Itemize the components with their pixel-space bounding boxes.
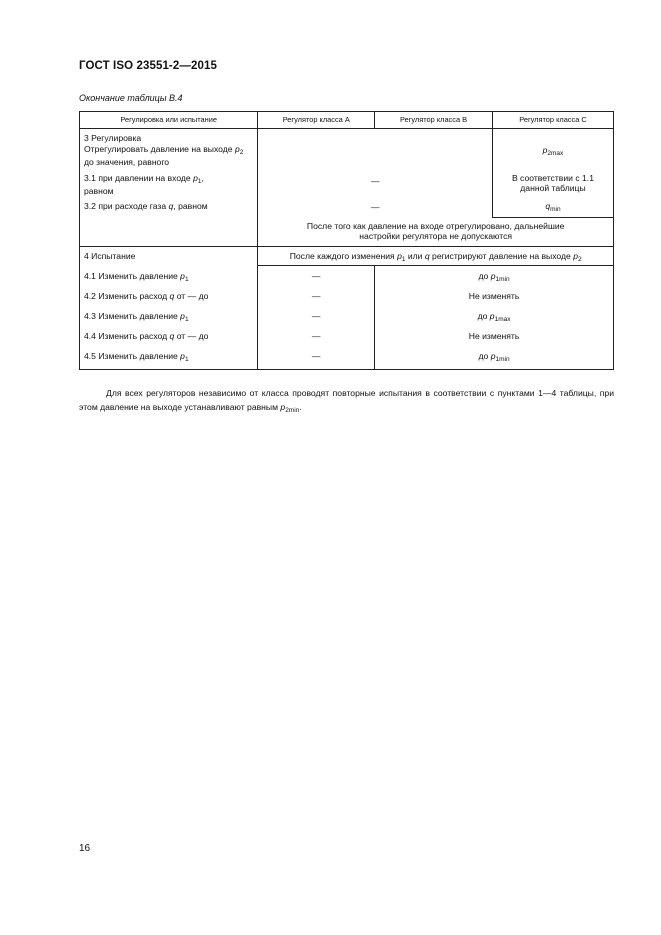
row-4-3-label: 4.3 Изменить давление $p_1$ bbox=[80, 306, 258, 326]
row-4-5-class-a: — bbox=[258, 346, 375, 370]
row-4-4-class-bc: Не изменять bbox=[375, 326, 614, 346]
table-row bbox=[80, 247, 614, 266]
table-row bbox=[80, 286, 614, 306]
row-4-3-class-a: — bbox=[258, 306, 375, 326]
table-header-row bbox=[80, 112, 614, 129]
row-4-3-class-bc: до $p_{1max}$ bbox=[375, 306, 614, 326]
row-3-1-class-c: В соответствии с 1.1 данной таблицы bbox=[492, 168, 613, 197]
row-4-1-label: 4.1 Изменить давление $p_1$ bbox=[80, 266, 258, 286]
row-3-1-label: 3.1 при давлении на входе $p_1$, равном bbox=[80, 168, 258, 197]
row-4-2-class-bc: Не изменять bbox=[375, 286, 614, 306]
table-row bbox=[80, 346, 614, 370]
column-header-class-b: Регулятор класса В bbox=[375, 112, 493, 129]
row-4-2-label: 4.2 Изменить расход q от — до bbox=[80, 286, 258, 306]
row-3-1-ab-dash: — bbox=[370, 175, 380, 186]
section3-title: 3 Регулировка bbox=[84, 133, 142, 143]
row-4-5-label: 4.5 Изменить давление $p_1$ bbox=[80, 346, 258, 370]
table-row bbox=[80, 266, 614, 286]
section3-ab-cell bbox=[258, 129, 493, 218]
column-header-adjustment: Регулировка или испытание bbox=[80, 112, 258, 129]
section3-title-cell bbox=[80, 129, 258, 168]
footnote-paragraph: Для всех регуляторов независимо от класса проводят повторные испытания в соответствии с пунктами 1—4 таблицы, при этом давление на выходе устанавливают равным $p_{2min}$. bbox=[79, 388, 614, 414]
table-caption: Окончание таблицы В.4 bbox=[79, 93, 183, 103]
row-4-5-class-bc: до $p_{1min}$ bbox=[375, 346, 614, 370]
section3-c-value: $p_{2max}$ bbox=[492, 129, 613, 168]
table-row bbox=[80, 306, 614, 326]
section3-description: Отрегулировать давление на выходе $p_2$ до значения, равного bbox=[84, 143, 244, 167]
row-3-2-ab-dash: — bbox=[370, 201, 380, 212]
page-number: 16 bbox=[79, 843, 91, 854]
column-header-class-a: Регулятор класса А bbox=[258, 112, 375, 129]
section4-title: 4 Испытание bbox=[80, 247, 258, 266]
row-4-1-class-a: — bbox=[258, 266, 375, 286]
table-row bbox=[80, 129, 614, 168]
column-header-class-c: Регулятор класса С bbox=[492, 112, 613, 129]
regulator-test-table bbox=[79, 111, 614, 370]
table-row bbox=[80, 326, 614, 346]
row-4-2-class-a: — bbox=[258, 286, 375, 306]
row-3-2-label: 3.2 при расходе газа q, равном bbox=[80, 196, 258, 217]
section3-note: После того как давление на входе отрегулировано, дальнейшие настройки регулятора не допускаются bbox=[258, 217, 614, 246]
row-4-4-class-a: — bbox=[258, 326, 375, 346]
document-code-header: ГОСТ ISO 23551-2—2015 bbox=[79, 60, 217, 72]
row-3-2-class-c: $q_{min}$ bbox=[492, 196, 613, 217]
table-row bbox=[80, 217, 614, 246]
row-4-4-label: 4.4 Изменить расход q от — до bbox=[80, 326, 258, 346]
row-4-1-class-bc: до $p_{1min}$ bbox=[375, 266, 614, 286]
empty-cell bbox=[80, 217, 258, 246]
section4-merged-note: После каждого изменения $p_1$ или q регистрируют давление на выходе $p_2$ bbox=[258, 247, 614, 266]
